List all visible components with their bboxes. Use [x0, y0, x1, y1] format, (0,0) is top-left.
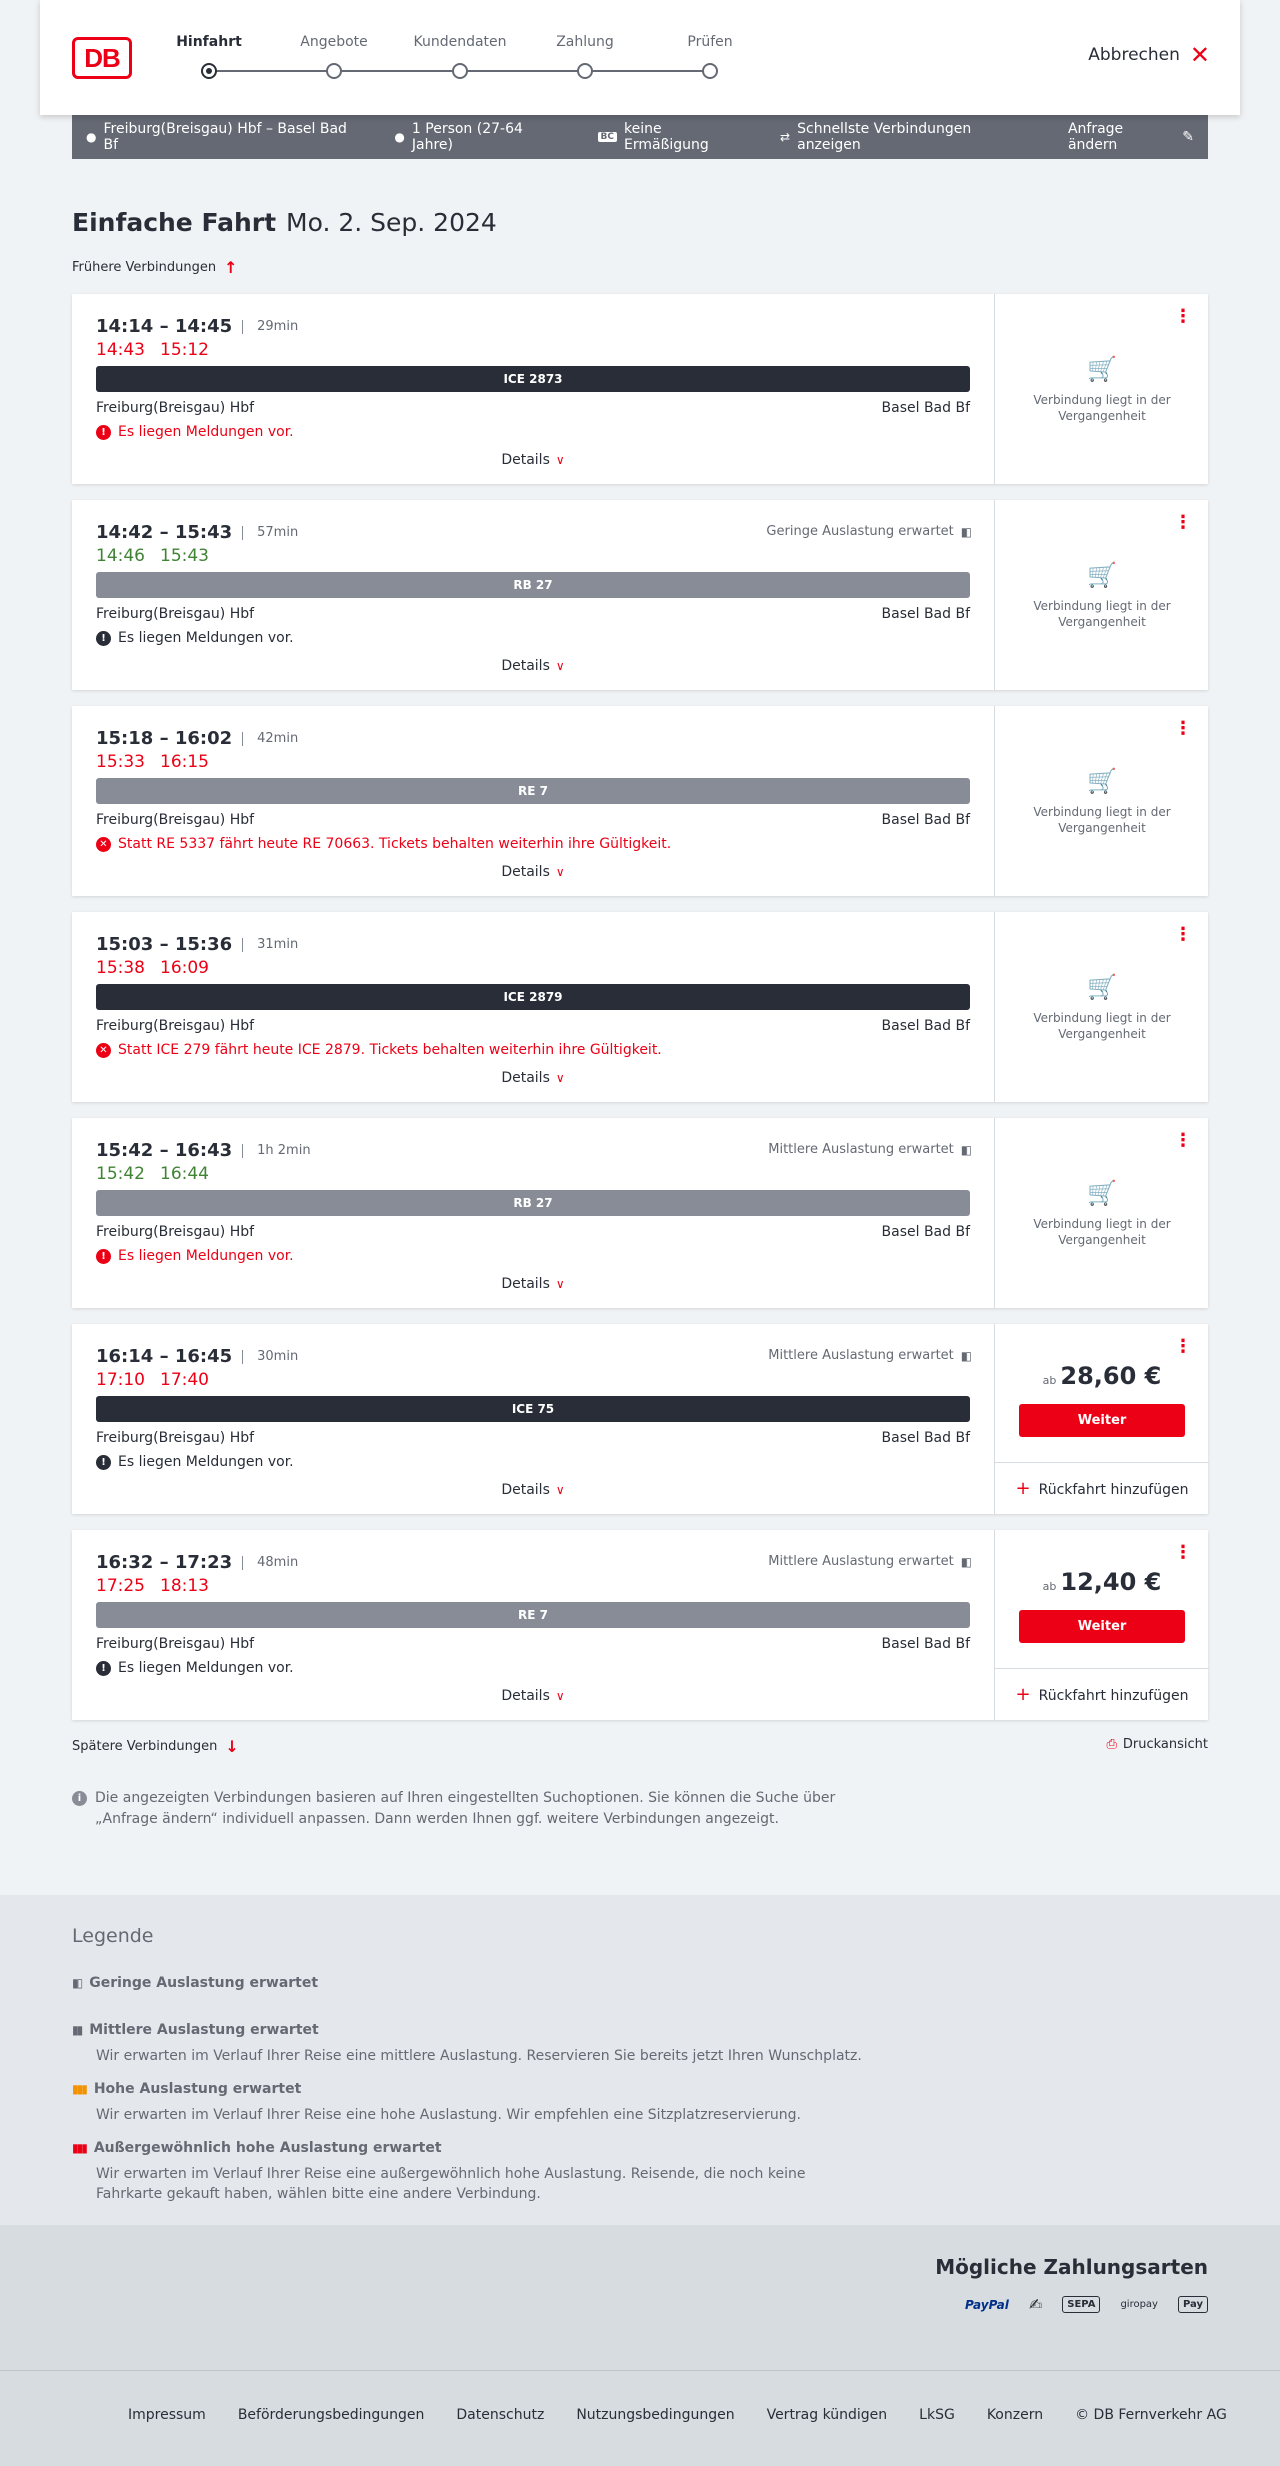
more-options-icon[interactable]: ⋮: [1174, 924, 1192, 945]
plus-icon: +: [1015, 1684, 1031, 1705]
duration: 42min: [242, 732, 298, 746]
passenger-summary: [394, 121, 567, 153]
occupancy-very-high-icon: ▮▮▮: [72, 2141, 86, 2155]
chevron-down-icon: ∨: [555, 865, 565, 879]
connection-details: [72, 706, 994, 896]
apple-pay-icon: Pay: [1178, 2296, 1208, 2313]
footer-link[interactable]: © DB Fernverkehr AG: [1075, 2407, 1227, 2423]
discount-text: keine Ermäßigung: [624, 121, 709, 153]
realtime-departure: 17:10: [96, 1370, 145, 1390]
realtime-arrival: 16:09: [160, 958, 209, 978]
details-label: Details: [501, 1688, 550, 1704]
connection-details: [72, 294, 994, 484]
details-toggle[interactable]: [72, 452, 994, 468]
credit-card-icon: ✍: [1028, 2295, 1043, 2314]
time-range: 16:32 – 17:23: [96, 1552, 233, 1573]
occupancy-icon: ▮▯: [960, 524, 970, 539]
legend-item-high: [72, 2081, 872, 2125]
change-request-label: Anfrage ändern: [1067, 121, 1124, 153]
details-label: Details: [501, 1070, 550, 1086]
footer-link[interactable]: Vertrag kündigen: [766, 2407, 888, 2423]
planned-times: [96, 1346, 298, 1367]
connection-card: [72, 294, 1208, 484]
realtime-departure: 15:33: [96, 752, 145, 772]
message-text: Es liegen Meldungen vor.: [118, 1454, 294, 1470]
route-summary: [86, 121, 364, 153]
cart-icon: 🛒: [1087, 355, 1117, 383]
route-text: Freiburg(Breisgau) Hbf – Basel Bad Bf: [103, 121, 347, 153]
footer-link[interactable]: Impressum: [128, 2407, 206, 2423]
train-bar: RB 27: [96, 572, 970, 598]
occupancy-icon: ▮▯: [960, 1348, 970, 1363]
warning-icon: !: [96, 631, 111, 646]
offer-panel: [994, 1324, 1208, 1514]
duration: 30min: [242, 1350, 298, 1364]
cart-icon: 🛒: [1087, 561, 1117, 589]
cart-icon: 🛒: [1087, 767, 1117, 795]
swap-arrows-icon: ⇄: [780, 130, 791, 144]
connection-message: [96, 1042, 662, 1058]
time-range: 15:03 – 15:36: [96, 934, 233, 955]
print-label: Druckansicht: [1122, 1737, 1208, 1752]
chevron-down-icon: ∨: [555, 1071, 565, 1085]
origin-station: Freiburg(Breisgau) Hbf: [96, 1636, 255, 1652]
train-bar: RE 7: [96, 778, 970, 804]
connection-message: [96, 1248, 294, 1264]
train-bar: RB 27: [96, 1190, 970, 1216]
duration: 57min: [242, 526, 298, 540]
footer: [0, 2370, 1280, 2466]
message-text: Es liegen Meldungen vor.: [118, 630, 294, 646]
step-angebote: Angebote: [300, 34, 368, 50]
realtime-departure: 17:25: [96, 1576, 145, 1596]
chevron-down-icon: ∨: [555, 659, 565, 673]
page-title: [72, 208, 497, 237]
past-connection-note: [995, 562, 1209, 630]
planned-times: [96, 316, 298, 337]
warning-icon: !: [96, 1249, 111, 1264]
connection-message: [96, 424, 294, 440]
message-text: Statt ICE 279 fährt heute ICE 2879. Tickets behalten weiterhin ihre Gültigkeit.: [118, 1042, 662, 1058]
header: [40, 0, 1240, 115]
past-text: Verbindung liegt in der Vergangenheit: [1033, 599, 1171, 629]
realtime-departure: 15:42: [96, 1164, 145, 1184]
chevron-down-icon: ∨: [555, 1689, 565, 1703]
connection-details: [72, 912, 994, 1102]
print-view-link[interactable]: [1106, 1737, 1208, 1752]
giropay-icon: giropay: [1120, 2299, 1158, 2310]
connection-card: [72, 706, 1208, 896]
close-icon: ✕: [1189, 41, 1210, 69]
past-text: Verbindung liegt in der Vergangenheit: [1033, 805, 1171, 835]
occupancy-text: Mittlere Auslastung erwartet: [768, 1554, 954, 1569]
details-label: Details: [501, 452, 550, 468]
duration: 29min: [242, 320, 298, 334]
pencil-icon: ✎: [1182, 129, 1194, 145]
connection-details: [72, 500, 994, 690]
realtime-arrival: 16:15: [160, 752, 209, 772]
occupancy-icon: ▮▯: [960, 1554, 970, 1569]
details-toggle[interactable]: [72, 1070, 994, 1086]
step-dot-angebote: [326, 63, 342, 79]
search-summary-bar: [72, 115, 1208, 159]
legend-item-medium: [72, 2022, 872, 2066]
more-options-icon[interactable]: ⋮: [1174, 1542, 1192, 1563]
offer-panel: [994, 912, 1208, 1102]
connection-card: [72, 912, 1208, 1102]
legend-very-high-desc: Wir erwarten im Verlauf Ihrer Reise eine außergewöhnlich hohe Auslastung. Reisende, die noch keine Fahrkarte gekauft haben, wählen bitte eine andere Verbindung.: [96, 2166, 806, 2202]
search-info-note: [72, 1788, 852, 1830]
step-dot-zahlung: [577, 63, 593, 79]
offer-panel: [994, 294, 1208, 484]
connection-details: [72, 1324, 994, 1514]
legend-section: [0, 1895, 1280, 2225]
details-label: Details: [501, 1482, 550, 1498]
fastest-text: Schnellste Verbindungen anzeigen: [797, 121, 972, 153]
realtime-arrival: 17:40: [160, 1370, 209, 1390]
offer-panel: [994, 1118, 1208, 1308]
occupancy-text: Mittlere Auslastung erwartet: [768, 1142, 954, 1157]
legend-medium-desc: Wir erwarten im Verlauf Ihrer Reise eine mittlere Auslastung. Reservieren Sie bereits jetzt Ihren Wunschplatz.: [96, 2048, 862, 2064]
more-options-icon[interactable]: ⋮: [1174, 718, 1192, 739]
duration: 31min: [242, 938, 298, 952]
earlier-label: Frühere Verbindungen: [72, 260, 217, 275]
more-options-icon[interactable]: ⋮: [1174, 1336, 1192, 1357]
planned-times: [96, 1140, 311, 1161]
realtime-departure: 15:38: [96, 958, 145, 978]
footer-link[interactable]: Beförderungsbedingungen: [237, 2407, 425, 2423]
realtime-arrival: 15:12: [160, 340, 209, 360]
cancel-circle-icon: ✕: [96, 1043, 111, 1058]
occupancy-info: [768, 1142, 970, 1157]
details-label: Details: [501, 864, 550, 880]
duration: 1h 2min: [242, 1144, 310, 1158]
message-text: Es liegen Meldungen vor.: [118, 1660, 294, 1676]
realtime-departure: 14:46: [96, 546, 145, 566]
past-text: Verbindung liegt in der Vergangenheit: [1033, 1217, 1171, 1247]
details-toggle[interactable]: [72, 1276, 994, 1292]
time-range: 14:42 – 15:43: [96, 522, 233, 543]
planned-times: [96, 1552, 298, 1573]
payment-section: [0, 2225, 1280, 2370]
past-connection-note: [995, 1180, 1209, 1248]
step-dot-kundendaten: [452, 63, 468, 79]
train-bar: ICE 2879: [96, 984, 970, 1010]
footer-links: [128, 2407, 1227, 2423]
time-range: 15:18 – 16:02: [96, 728, 233, 749]
arrow-down-icon: ↓: [225, 1737, 239, 1756]
destination-station: Basel Bad Bf: [881, 1224, 970, 1240]
trip-type: Einfache Fahrt: [72, 208, 277, 237]
duration: 48min: [242, 1556, 298, 1570]
details-label: Details: [501, 658, 550, 674]
legend-title: Legende: [72, 1925, 154, 1947]
offer-panel: [994, 706, 1208, 896]
past-connection-note: [995, 768, 1209, 836]
destination-station: Basel Bad Bf: [881, 606, 970, 622]
discount-summary: [598, 121, 751, 153]
occupancy-info: [768, 1348, 970, 1363]
cart-icon: 🛒: [1087, 1179, 1117, 1207]
more-options-icon[interactable]: ⋮: [1174, 306, 1192, 327]
legend-high-desc: Wir erwarten im Verlauf Ihrer Reise eine hohe Auslastung. Wir empfehlen eine Sitzplatzreservierung.: [96, 2107, 801, 2123]
later-connections-link[interactable]: [72, 1737, 239, 1756]
destination-station: Basel Bad Bf: [881, 1636, 970, 1652]
step-dot-hinfahrt: [201, 63, 217, 79]
connection-details: [72, 1530, 994, 1720]
occupancy-low-icon: ▮▯: [72, 1976, 82, 1990]
connection-message: [96, 1454, 294, 1470]
more-options-icon[interactable]: ⋮: [1174, 1130, 1192, 1151]
train-bar: ICE 2873: [96, 366, 970, 392]
footer-link[interactable]: Nutzungsbedingungen: [576, 2407, 735, 2423]
warning-icon: !: [96, 1455, 111, 1470]
sepa-icon: SEPA: [1062, 2296, 1100, 2313]
price-prefix: ab: [1042, 1374, 1057, 1387]
realtime-arrival: 18:13: [160, 1576, 209, 1596]
person-icon: ●: [394, 130, 405, 144]
more-options-icon[interactable]: ⋮: [1174, 512, 1192, 533]
occupancy-text: Mittlere Auslastung erwartet: [768, 1348, 954, 1363]
time-range: 16:14 – 16:45: [96, 1346, 233, 1367]
connection-message: [96, 1660, 294, 1676]
legend-low-title: Geringe Auslastung erwartet: [89, 1975, 319, 1991]
past-connection-note: [995, 356, 1209, 424]
abort-label: Abbrechen: [1088, 45, 1180, 65]
details-toggle[interactable]: [72, 1688, 994, 1704]
chevron-down-icon: ∨: [555, 1277, 565, 1291]
legend-high-title: Hohe Auslastung erwartet: [93, 2081, 302, 2097]
planned-times: [96, 934, 298, 955]
warning-icon: !: [96, 1661, 111, 1676]
change-request-button[interactable]: [1068, 121, 1194, 153]
occupancy-high-icon: ▮▮▮: [72, 2082, 86, 2096]
payment-icons: [965, 2295, 1208, 2314]
occupancy-info: [768, 1554, 970, 1569]
destination-station: Basel Bad Bf: [881, 400, 970, 416]
time-range: 14:14 – 14:45: [96, 316, 233, 337]
details-toggle[interactable]: [72, 1482, 994, 1498]
cancel-circle-icon: ✕: [96, 837, 111, 852]
abort-button[interactable]: [1088, 41, 1210, 69]
continue-button[interactable]: Weiter: [1019, 1610, 1185, 1643]
connection-card: [72, 500, 1208, 690]
printer-icon: ⎙: [1106, 1737, 1117, 1752]
location-pin-icon: ●: [86, 130, 97, 144]
footer-link[interactable]: Konzern: [986, 2407, 1044, 2423]
db-logo[interactable]: DB: [72, 37, 132, 79]
origin-station: Freiburg(Breisgau) Hbf: [96, 606, 255, 622]
offer-panel: [994, 500, 1208, 690]
step-pruefen: Prüfen: [687, 34, 733, 50]
past-text: Verbindung liegt in der Vergangenheit: [1033, 393, 1171, 423]
message-text: Es liegen Meldungen vor.: [118, 1248, 294, 1264]
time-range: 15:42 – 16:43: [96, 1140, 233, 1161]
train-bar: ICE 75: [96, 1396, 970, 1422]
past-connection-note: [995, 974, 1209, 1042]
train-bar: RE 7: [96, 1602, 970, 1628]
details-label: Details: [501, 1276, 550, 1292]
price-value: 12,40 €: [1060, 1568, 1162, 1596]
origin-station: Freiburg(Breisgau) Hbf: [96, 1430, 255, 1446]
earlier-connections-link[interactable]: [72, 258, 238, 277]
travel-date: Mo. 2. Sep. 2024: [286, 208, 497, 237]
chevron-down-icon: ∨: [555, 1483, 565, 1497]
past-text: Verbindung liegt in der Vergangenheit: [1033, 1011, 1171, 1041]
price: [995, 1362, 1209, 1390]
message-text: Es liegen Meldungen vor.: [118, 424, 294, 440]
origin-station: Freiburg(Breisgau) Hbf: [96, 400, 255, 416]
legend-very-high-title: Außergewöhnlich hohe Auslastung erwartet: [93, 2140, 442, 2156]
step-dot-pruefen: [702, 63, 718, 79]
later-label: Spätere Verbindungen: [72, 1739, 218, 1754]
warning-icon: !: [96, 425, 111, 440]
realtime-arrival: 16:44: [160, 1164, 209, 1184]
arrow-up-icon: ↑: [224, 258, 238, 277]
planned-times: [96, 522, 298, 543]
connection-card: [72, 1118, 1208, 1308]
step-kundendaten: Kundendaten: [413, 34, 507, 50]
passenger-text: 1 Person (27-64 Jahre): [411, 121, 523, 153]
legend-item-low: [72, 1975, 872, 1991]
details-toggle[interactable]: [72, 864, 994, 880]
add-return-label: Rückfahrt hinzufügen: [1038, 1482, 1189, 1498]
offer-panel: [994, 1530, 1208, 1720]
legend-item-very-high: [72, 2140, 872, 2204]
cart-icon: 🛒: [1087, 973, 1117, 1001]
message-text: Statt RE 5337 fährt heute RE 70663. Tickets behalten weiterhin ihre Gültigkeit.: [118, 836, 672, 852]
occupancy-text: Geringe Auslastung erwartet: [766, 524, 954, 539]
chevron-down-icon: ∨: [555, 453, 565, 467]
origin-station: Freiburg(Breisgau) Hbf: [96, 1018, 255, 1034]
occupancy-medium-icon: ▮▮: [72, 2023, 82, 2037]
bahncard-icon: BC: [598, 132, 617, 142]
fastest-summary: [780, 121, 1038, 153]
add-return-button[interactable]: [995, 1462, 1209, 1514]
footer-link[interactable]: Datenschutz: [456, 2407, 545, 2423]
plus-icon: +: [1015, 1478, 1031, 1499]
planned-times: [96, 728, 298, 749]
info-text: Die angezeigten Verbindungen basieren auf Ihren eingestellten Suchoptionen. Sie können die Suche über „Anfrage ändern“ individuell anpassen. Dann werden Ihnen ggf. weitere Verbindungen angezeigt.: [95, 1790, 836, 1827]
price: [995, 1568, 1209, 1596]
footer-link[interactable]: LkSG: [919, 2407, 955, 2423]
price-value: 28,60 €: [1060, 1362, 1162, 1390]
origin-station: Freiburg(Breisgau) Hbf: [96, 812, 255, 828]
payment-title: Mögliche Zahlungsarten: [935, 2255, 1208, 2279]
paypal-icon: PayPal: [965, 2297, 1009, 2312]
connection-card: [72, 1530, 1208, 1720]
occupancy-info: [766, 524, 970, 539]
info-icon: i: [72, 1791, 87, 1806]
details-toggle[interactable]: [72, 658, 994, 674]
step-zahlung: Zahlung: [556, 34, 614, 50]
price-prefix: ab: [1042, 1580, 1057, 1593]
continue-button[interactable]: Weiter: [1019, 1404, 1185, 1437]
connection-details: [72, 1118, 994, 1308]
connection-message: [96, 630, 294, 646]
destination-station: Basel Bad Bf: [881, 812, 970, 828]
connection-message: [96, 836, 671, 852]
step-hinfahrt: Hinfahrt: [176, 34, 242, 50]
occupancy-icon: ▮▯: [960, 1142, 970, 1157]
destination-station: Basel Bad Bf: [881, 1018, 970, 1034]
realtime-arrival: 15:43: [160, 546, 209, 566]
add-return-label: Rückfahrt hinzufügen: [1038, 1688, 1189, 1704]
origin-station: Freiburg(Breisgau) Hbf: [96, 1224, 255, 1240]
legend-medium-title: Mittlere Auslastung erwartet: [89, 2022, 319, 2038]
connection-card: [72, 1324, 1208, 1514]
add-return-button[interactable]: [995, 1668, 1209, 1720]
destination-station: Basel Bad Bf: [881, 1430, 970, 1446]
realtime-departure: 14:43: [96, 340, 145, 360]
